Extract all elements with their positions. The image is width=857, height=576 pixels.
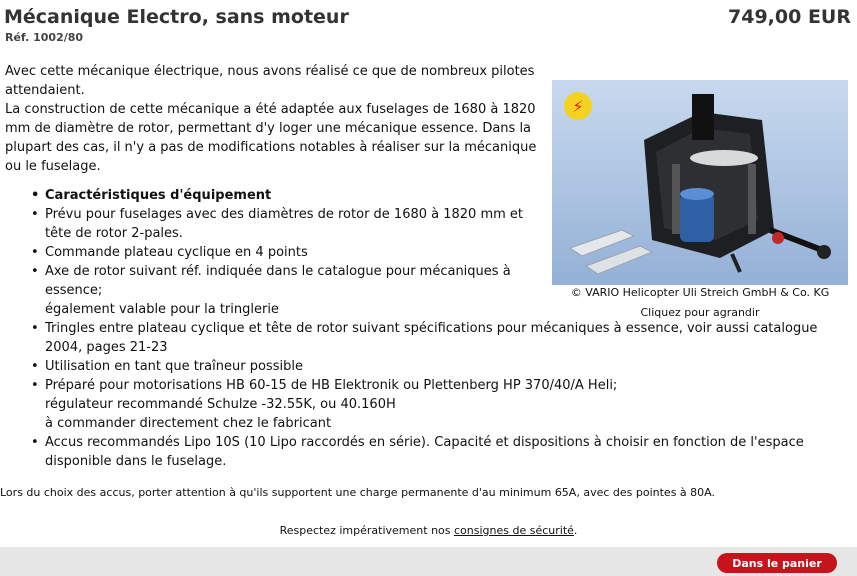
list-item: • Accus recommandés Lipo 10S (10 Lipo raccordés en série). Capacité et dispositions à choisir en fonction de l'espace disponible dans le fuselage. — [45, 433, 850, 471]
safety-suffix: . — [573, 524, 578, 537]
battery-note: Lors du choix des accus, porter attention à qu'ils supportent une charge permanente d'au minimum 65A, avec des pointes à 80A. — [0, 486, 715, 499]
add-to-cart-button[interactable]: Dans le panier — [717, 553, 837, 573]
list-item — [45, 262, 545, 319]
safety-notice — [0, 524, 857, 537]
safety-prefix: Respectez impérativement nos — [279, 524, 454, 537]
list-item: • Prévu pour fuselages avec des diamètres de rotor de 1680 à 1820 mm et tête de rotor 2-pales. — [45, 205, 545, 243]
product-reference: Réf. 1002/80 — [5, 31, 84, 44]
list-item — [45, 376, 850, 433]
description-paragraph: La construction de cette mécanique a été adaptée aux fuselages de 1680 à 1820 mm de diamètre de rotor, permettant d'y loger une mécanique essence. Dans la plupart des cas, il n'y a pas de modifications notables à réaliser sur la mécanique ou le fuselage. — [5, 102, 537, 174]
enlarge-image-link[interactable]: Cliquez pour agrandir — [640, 306, 760, 319]
features-list — [5, 186, 850, 471]
list-item-text: régulateur recommandé Schulze -32.55K, ou 40.160H — [45, 397, 396, 412]
list-item-text: à commander directement chez le fabricant — [45, 416, 332, 431]
lightning-icon: ⚡ — [564, 92, 592, 120]
product-description — [5, 62, 545, 176]
list-item: • Caractéristiques d'équipement — [45, 186, 545, 205]
cart-bar — [0, 547, 857, 576]
list-item-text: Axe de rotor suivant réf. indiquée dans le catalogue pour mécaniques à essence; — [45, 264, 511, 298]
product-price: 749,00 EUR — [728, 6, 851, 28]
safety-instructions-link[interactable]: consignes de sécurité — [454, 524, 574, 537]
list-item: • Utilisation en tant que traîneur possible — [45, 357, 850, 376]
list-item-text: également valable pour la tringlerie — [45, 302, 279, 317]
description-paragraph: Avec cette mécanique électrique, nous avons réalisé ce que de nombreux pilotes attendaient. — [5, 64, 535, 98]
list-item-text: Préparé pour motorisations HB 60-15 de HB Elektronik ou Plettenberg HP 370/40/A Heli; — [45, 378, 618, 393]
list-item: • Commande plateau cyclique en 4 points — [45, 243, 545, 262]
image-copyright: © VARIO Helicopter Uli Streich GmbH & Co. KG — [570, 286, 830, 299]
product-title: Mécanique Electro, sans moteur — [4, 6, 349, 28]
list-item: • Tringles entre plateau cyclique et tête de rotor suivant spécifications pour mécaniques à essence, voir aussi catalogue 2004, pages 21-23 — [45, 319, 850, 357]
